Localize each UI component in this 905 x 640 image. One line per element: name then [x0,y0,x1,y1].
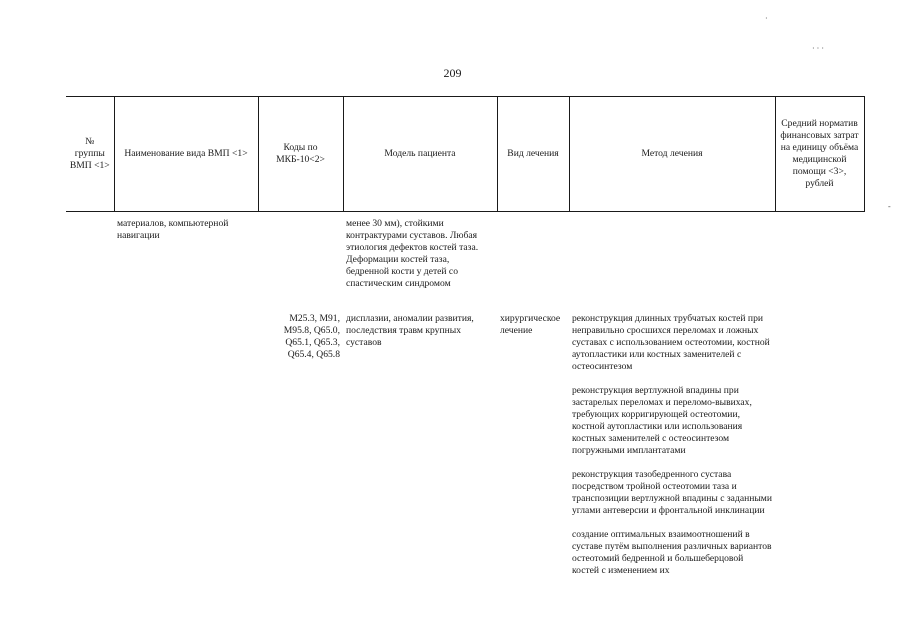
cell-group [66,212,114,311]
scan-speck: - [888,202,891,211]
header-cost: Средний норматив финансовых затрат на единицу объёма медицинской помощи <3>, рублей [775,97,864,212]
header-treatment-type: Вид лечения [497,97,569,212]
cell-treatment-type [497,212,569,311]
header-group: № группы ВМП <1> [66,97,114,212]
cell-patient-model: менее 30 мм), стойкими контрактурами суставов. Любая этиология дефектов костей таза. Деформации костей таза, бедренной кости у детей со спастическим синдромом [346,218,479,289]
scan-speck: · · · [812,44,824,53]
table-row [66,212,864,311]
method-paragraph: реконструкция тазобедренного сустава посредством тройной остеотомии таза и транспозиции вертлужной впадины с заданными углами антеверсии и фронтальной инклинации [572,469,772,516]
cell-treatment-type: хирургическое лечение [500,313,561,336]
cell-name: материалов, компьютерной навигации [117,218,229,241]
cell-name [114,310,258,589]
header-name: Наименование вида ВМП <1> [114,97,258,212]
table-header [66,97,864,212]
method-paragraph: создание оптимальных взаимоотношений в суставе путём выполнения различных вариантов остеотомий бедренной и большеберцовой костей с изменением их [572,529,772,576]
method-paragraph: реконструкция длинных трубчатых костей при неправильно сросшихся переломах и ложных суставах с использованием остеотомии, костной аутопластики или костных заменителей с остеосинтезом [572,313,770,372]
scan-speck: · [765,14,768,23]
cell-treatment-method [569,310,775,589]
cell-cost [775,212,864,311]
header-patient-model: Модель пациента [343,97,497,212]
header-treatment-method: Метод лечения [569,97,775,212]
header-codes: Коды по МКБ-10<2> [258,97,343,212]
cell-group [66,310,114,589]
table-body [66,212,864,590]
cell-cost [775,310,864,589]
page-number: 209 [443,66,462,80]
vmp-table [66,96,865,589]
cell-treatment-method [569,212,775,311]
table-row [66,310,864,589]
method-paragraph: реконструкция вертлужной впадины при застарелых переломах и переломо-вывихах, требующих корригирующей остеотомии, костной аутопластики или использования костных заменителей с остеосинтезом погружными имплантатами [572,385,752,456]
vmp-table-container [66,96,864,589]
cell-codes [258,212,343,311]
cell-codes: M25.3, M91, M95.8, Q65.0, Q65.1, Q65.3, Q65.4, Q65.8 [283,313,340,360]
cell-patient-model: дисплазии, аномалии развития, последствия травм крупных суставов [346,313,474,348]
